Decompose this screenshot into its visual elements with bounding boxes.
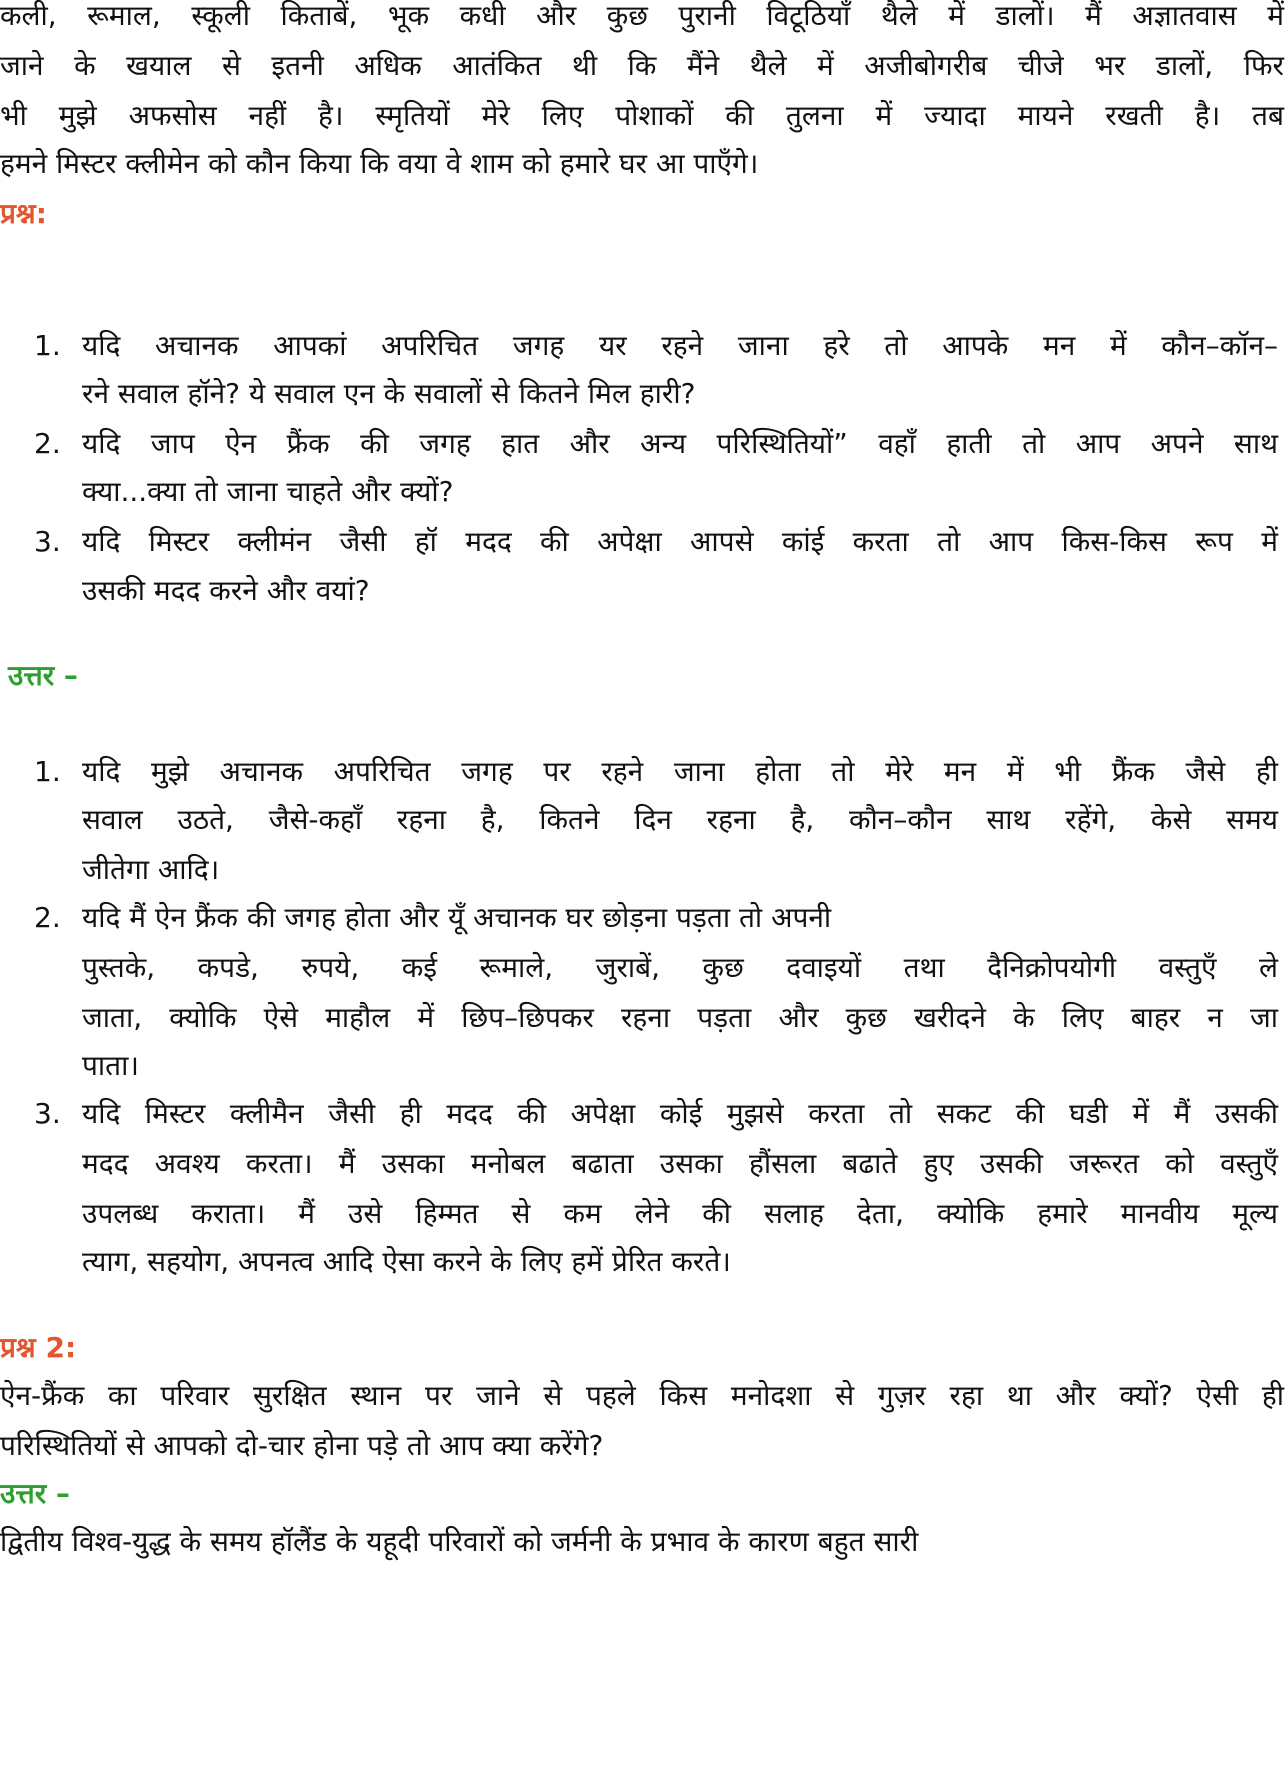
question-heading: प्रश्न 2: [0, 1331, 77, 1364]
question-item-number: 1. [34, 329, 61, 362]
answer-item-line: सवाल उठते, जैसे-कहाँ रहना है, कितने दिन रहना है, कौन–कौन साथ रहेंगे, केसे समय [82, 803, 1278, 836]
answer-item-number: 3. [34, 1097, 61, 1130]
answer-item-line: जाता, क्योकि ऐसे माहौल में छिप–छिपकर रहना पड़ता और कुछ खरीदने के लिए बाहर न जा [82, 1001, 1278, 1034]
answer-item-number: 1. [34, 755, 61, 788]
question-heading: प्रश्न: [0, 197, 47, 230]
answer-item-line: यदि मुझे अचानक अपरिचित जगह पर रहने जाना होता तो मेरे मन में भी फ्रैंक जैसे ही [82, 755, 1278, 788]
answer-item-line: यदि मैं ऐन फ्रैंक की जगह होता और यूँ अचानक घर छोड़ना पड़ता तो अपनी [82, 901, 832, 934]
answer-heading: उत्तर – [0, 1477, 70, 1510]
question-item-line: उसकी मदद करने और वयां? [82, 574, 370, 607]
intro-line: हमने मिस्टर क्लीमेन को कौन किया कि वया वे शाम को हमारे घर आ पाएँगे। [0, 147, 759, 180]
answer-item-line: मदद अवश्य करता। मैं उसका मनोबल बढाता उसका हौंसला बढाते हुए उसकी जरूरत को वस्तुएँ [82, 1147, 1278, 1180]
question-line: ऐन-फ्रैंक का परिवार सुरक्षित स्थान पर जाने से पहले किस मनोदशा से गुज़र रहा था और क्यों? ऐसी ही [0, 1379, 1284, 1412]
question-item-line: यदि मिस्टर क्लीमंन जैसी हॉ मदद की अपेक्षा आपसे कांई करता तो आप किस-किस रूप में [82, 525, 1278, 558]
answer-item-line: पुस्तके, कपडे, रुपये, कई रूमाले, जुराबें, कुछ दवाइयों तथा दैनिक्रोपयोगी वस्तुएँ ले [82, 951, 1278, 984]
question-item-line: क्या...क्या तो जाना चाहते और क्यों? [82, 475, 454, 508]
question-item-number: 2. [34, 427, 61, 460]
answer-item-line: पाता। [82, 1049, 139, 1082]
question-item-line: यदि अचानक आपकां अपरिचित जगह यर रहने जाना हरे तो आपके मन में कौन–कॉन– [82, 329, 1278, 362]
answer-item-line: यदि मिस्टर क्लीमैन जैसी ही मदद की अपेक्षा कोई मुझसे करता तो सकट की घडी में मैं उसकी [82, 1097, 1278, 1130]
question-line: परिस्थितियों से आपको दो-चार होना पड़े तो आप क्या करेंगे? [0, 1429, 604, 1462]
answer-line: द्वितीय विश्व-युद्ध के समय हॉलैंड के यहूदी परिवारों को जर्मनी के प्रभाव के कारण बहुत सारी [0, 1525, 919, 1558]
intro-line: भी मुझे अफसोस नहीं है। स्मृतियों मेरे लिए पोशाकों की तुलना में ज्यादा मायने रखती है। तब [0, 99, 1284, 132]
question-item-number: 3. [34, 525, 61, 558]
question-item-line: यदि जाप ऐन फ्रैंक की जगह हात और अन्य परिस्थितियों” वहाँ हाती तो आप अपने साथ [82, 427, 1278, 460]
intro-line: जाने के खयाल से इतनी अधिक आतंकित थी कि मैंने थैले में अजीबोगरीब चीजे भर डालों, फिर [0, 49, 1284, 82]
answer-item-line: उपलब्ध कराता। मैं उसे हिम्मत से कम लेने की सलाह देता, क्योकि हमारे मानवीय मूल्य [82, 1197, 1278, 1230]
intro-line: कली, रूमाल, स्कूली किताबें, भूक कधी और कुछ पुरानी विटूठियाँ थैले में डालों। मैं अज्ञातवास में [0, 0, 1284, 32]
answer-item-line: जीतेगा आदि। [82, 853, 220, 886]
answer-item-line: त्याग, सहयोग, अपनत्व आदि ऐसा करने के लिए हमें प्रेरित करते। [82, 1245, 731, 1278]
answer-heading: उत्तर – [8, 659, 78, 692]
answer-item-number: 2. [34, 901, 61, 934]
question-item-line: रने सवाल हॉने? ये सवाल एन के सवालों से कितने मिल हारी? [82, 377, 696, 410]
